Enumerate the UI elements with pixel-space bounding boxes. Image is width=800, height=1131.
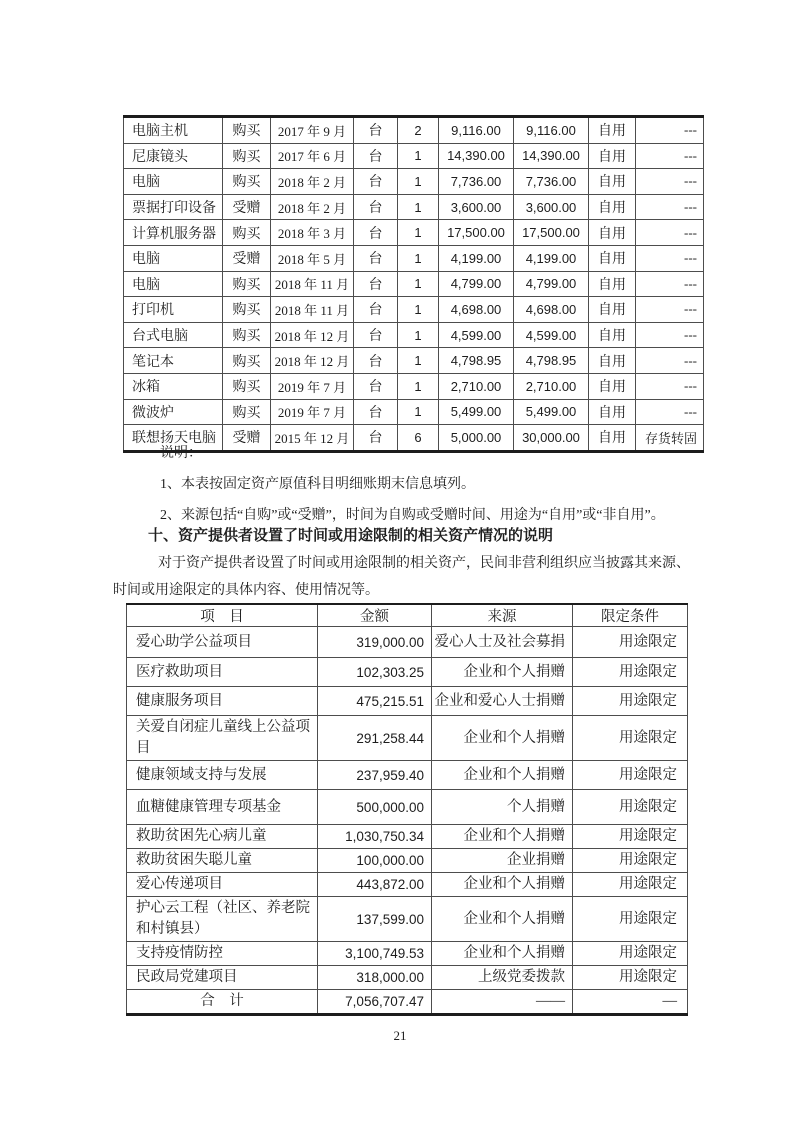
cell-project: 救助贫困失聪儿童 xyxy=(127,849,318,873)
table-row xyxy=(124,143,704,169)
column-header-condition: 限定条件 xyxy=(573,604,688,627)
cell-usage: 自用 xyxy=(589,245,636,271)
page-number: 21 xyxy=(393,1028,407,1043)
cell-amount: 319,000.00 xyxy=(318,627,432,658)
cell-unit-price: 4,199.00 xyxy=(439,245,514,271)
table-row xyxy=(127,687,688,716)
table-row xyxy=(124,245,704,271)
section-heading: 十、资产提供者设置了时间或用途限制的相关资产情况的说明 xyxy=(148,528,554,544)
table-row xyxy=(124,297,704,323)
cell-source: 爱心人士及社会募捐 xyxy=(432,627,573,658)
cell-asset-name: 电脑 xyxy=(124,271,223,297)
cell-note: --- xyxy=(636,322,704,348)
column-header-project: 项 目 xyxy=(127,604,318,627)
cell-acquisition-method: 购买 xyxy=(223,297,271,323)
cell-acquisition-date: 2018 年 2 月 xyxy=(271,194,354,220)
notes-label: 说明： xyxy=(160,446,202,461)
cell-quantity: 1 xyxy=(398,143,439,169)
table-row xyxy=(124,322,704,348)
cell-project: 健康领域支持与发展 xyxy=(127,761,318,790)
cell-source: 企业和爱心人士捐赠 xyxy=(432,687,573,716)
cell-asset-name: 电脑 xyxy=(124,245,223,271)
cell-usage: 自用 xyxy=(589,322,636,348)
cell-condition: 用途限定 xyxy=(573,790,688,825)
table-row xyxy=(127,897,688,942)
note-item-2: 2、来源包括“自购”或“受赠”，时间为自购或受赠时间、用途为“自用”或“非自用”。 xyxy=(160,508,665,523)
cell-note: --- xyxy=(636,194,704,220)
cell-unit: 台 xyxy=(354,297,398,323)
cell-usage: 自用 xyxy=(589,373,636,399)
cell-amount: 443,872.00 xyxy=(318,873,432,897)
cell-acquisition-date: 2018 年 11 月 xyxy=(271,297,354,323)
cell-project: 关爱自闭症儿童线上公益项目 xyxy=(127,716,318,761)
paragraph-line-2: 时间或用途限定的具体内容、使用情况等。 xyxy=(113,583,379,598)
cell-total-value: 3,600.00 xyxy=(514,194,589,220)
cell-asset-name: 票据打印设备 xyxy=(124,194,223,220)
cell-source: 个人捐赠 xyxy=(432,790,573,825)
cell-project: 支持疫情防控 xyxy=(127,942,318,966)
cell-usage: 自用 xyxy=(589,220,636,246)
cell-total-value: 4,199.00 xyxy=(514,245,589,271)
cell-condition: 用途限定 xyxy=(573,849,688,873)
cell-amount: 102,303.25 xyxy=(318,658,432,687)
cell-note: --- xyxy=(636,220,704,246)
cell-quantity: 1 xyxy=(398,220,439,246)
fixed-assets-table xyxy=(123,115,704,453)
cell-asset-name: 台式电脑 xyxy=(124,322,223,348)
cell-project: 爱心传递项目 xyxy=(127,873,318,897)
cell-acquisition-date: 2018 年 2 月 xyxy=(271,169,354,195)
cell-usage: 自用 xyxy=(589,117,636,144)
total-row xyxy=(127,990,688,1015)
cell-acquisition-date: 2018 年 12 月 xyxy=(271,322,354,348)
cell-total-value: 2,710.00 xyxy=(514,373,589,399)
cell-unit: 台 xyxy=(354,348,398,374)
table-row xyxy=(124,117,704,144)
cell-total-source-dash: —— xyxy=(432,990,573,1015)
cell-acquisition-date: 2018 年 3 月 xyxy=(271,220,354,246)
cell-amount: 291,258.44 xyxy=(318,716,432,761)
cell-condition: 用途限定 xyxy=(573,658,688,687)
cell-source: 企业和个人捐赠 xyxy=(432,873,573,897)
cell-project: 爱心助学公益项目 xyxy=(127,627,318,658)
cell-acquisition-method: 购买 xyxy=(223,399,271,425)
cell-project: 救助贫困先心病儿童 xyxy=(127,825,318,849)
cell-unit: 台 xyxy=(354,117,398,144)
cell-project: 医疗救助项目 xyxy=(127,658,318,687)
cell-quantity: 1 xyxy=(398,271,439,297)
cell-usage: 自用 xyxy=(589,399,636,425)
cell-unit-price: 14,390.00 xyxy=(439,143,514,169)
cell-unit: 台 xyxy=(354,399,398,425)
cell-condition: 用途限定 xyxy=(573,825,688,849)
cell-total-value: 17,500.00 xyxy=(514,220,589,246)
cell-amount: 237,959.40 xyxy=(318,761,432,790)
cell-quantity: 1 xyxy=(398,169,439,195)
cell-acquisition-date: 2019 年 7 月 xyxy=(271,399,354,425)
note-item-1: 1、本表按固定资产原值科目明细账期末信息填列。 xyxy=(160,477,475,492)
cell-project: 血糖健康管理专项基金 xyxy=(127,790,318,825)
cell-total-value: 30,000.00 xyxy=(514,425,589,452)
cell-acquisition-method: 购买 xyxy=(223,220,271,246)
cell-acquisition-date: 2017 年 6 月 xyxy=(271,143,354,169)
cell-acquisition-method: 购买 xyxy=(223,373,271,399)
table-row xyxy=(127,658,688,687)
cell-asset-name: 微波炉 xyxy=(124,399,223,425)
cell-quantity: 2 xyxy=(398,117,439,144)
table-row xyxy=(127,627,688,658)
table-row xyxy=(124,399,704,425)
cell-unit: 台 xyxy=(354,271,398,297)
cell-usage: 自用 xyxy=(589,271,636,297)
cell-usage: 自用 xyxy=(589,169,636,195)
cell-source: 企业捐赠 xyxy=(432,849,573,873)
cell-total-value: 4,798.95 xyxy=(514,348,589,374)
cell-acquisition-method: 购买 xyxy=(223,169,271,195)
cell-condition: 用途限定 xyxy=(573,966,688,990)
cell-condition: 用途限定 xyxy=(573,942,688,966)
cell-amount: 475,215.51 xyxy=(318,687,432,716)
cell-acquisition-date: 2018 年 5 月 xyxy=(271,245,354,271)
cell-unit: 台 xyxy=(354,425,398,452)
cell-quantity: 1 xyxy=(398,322,439,348)
cell-unit: 台 xyxy=(354,373,398,399)
table-row xyxy=(127,849,688,873)
cell-unit-price: 7,736.00 xyxy=(439,169,514,195)
cell-acquisition-method: 购买 xyxy=(223,348,271,374)
cell-source: 企业和个人捐赠 xyxy=(432,716,573,761)
table-row xyxy=(124,348,704,374)
cell-asset-name: 尼康镜头 xyxy=(124,143,223,169)
cell-unit-price: 4,599.00 xyxy=(439,322,514,348)
cell-project: 护心云工程（社区、养老院和村镇县） xyxy=(127,897,318,942)
table-row xyxy=(127,790,688,825)
cell-acquisition-date: 2018 年 11 月 xyxy=(271,271,354,297)
cell-acquisition-date: 2015 年 12 月 xyxy=(271,425,354,452)
table-row xyxy=(127,761,688,790)
cell-quantity: 6 xyxy=(398,425,439,452)
cell-acquisition-date: 2018 年 12 月 xyxy=(271,348,354,374)
cell-asset-name: 电脑 xyxy=(124,169,223,195)
table-row xyxy=(124,194,704,220)
cell-amount: 137,599.00 xyxy=(318,897,432,942)
cell-condition: 用途限定 xyxy=(573,897,688,942)
cell-total-value: 9,116.00 xyxy=(514,117,589,144)
cell-total-amount: 7,056,707.47 xyxy=(318,990,432,1015)
cell-acquisition-method: 购买 xyxy=(223,271,271,297)
cell-asset-name: 打印机 xyxy=(124,297,223,323)
cell-acquisition-date: 2019 年 7 月 xyxy=(271,373,354,399)
cell-unit: 台 xyxy=(354,220,398,246)
cell-acquisition-method: 受赠 xyxy=(223,194,271,220)
cell-source: 企业和个人捐赠 xyxy=(432,825,573,849)
cell-unit-price: 5,499.00 xyxy=(439,399,514,425)
cell-condition: 用途限定 xyxy=(573,687,688,716)
cell-asset-name: 电脑主机 xyxy=(124,117,223,144)
cell-source: 企业和个人捐赠 xyxy=(432,897,573,942)
cell-amount: 3,100,749.53 xyxy=(318,942,432,966)
cell-total-value: 4,698.00 xyxy=(514,297,589,323)
cell-unit: 台 xyxy=(354,245,398,271)
cell-unit: 台 xyxy=(354,143,398,169)
cell-usage: 自用 xyxy=(589,143,636,169)
cell-asset-name: 笔记本 xyxy=(124,348,223,374)
cell-total-value: 5,499.00 xyxy=(514,399,589,425)
cell-note: --- xyxy=(636,245,704,271)
cell-source: 上级党委拨款 xyxy=(432,966,573,990)
cell-usage: 自用 xyxy=(589,348,636,374)
table-row xyxy=(124,169,704,195)
cell-quantity: 1 xyxy=(398,194,439,220)
cell-acquisition-method: 购买 xyxy=(223,322,271,348)
cell-usage: 自用 xyxy=(589,297,636,323)
cell-asset-name: 冰箱 xyxy=(124,373,223,399)
cell-condition: 用途限定 xyxy=(573,873,688,897)
table-row xyxy=(124,271,704,297)
cell-quantity: 1 xyxy=(398,297,439,323)
cell-unit-price: 2,710.00 xyxy=(439,373,514,399)
cell-total-label: 合 计 xyxy=(127,990,318,1015)
cell-note: 存货转固 xyxy=(636,425,704,452)
cell-quantity: 1 xyxy=(398,245,439,271)
cell-unit: 台 xyxy=(354,322,398,348)
cell-amount: 1,030,750.34 xyxy=(318,825,432,849)
cell-usage: 自用 xyxy=(589,194,636,220)
cell-usage: 自用 xyxy=(589,425,636,452)
cell-asset-name: 计算机服务器 xyxy=(124,220,223,246)
cell-unit-price: 5,000.00 xyxy=(439,425,514,452)
table-row xyxy=(124,220,704,246)
cell-asset-name: 联想扬天电脑 xyxy=(124,425,223,452)
cell-amount: 500,000.00 xyxy=(318,790,432,825)
cell-acquisition-method: 购买 xyxy=(223,143,271,169)
cell-project: 健康服务项目 xyxy=(127,687,318,716)
cell-total-value: 4,799.00 xyxy=(514,271,589,297)
cell-source: 企业和个人捐赠 xyxy=(432,658,573,687)
cell-total-value: 4,599.00 xyxy=(514,322,589,348)
table-row xyxy=(127,942,688,966)
cell-total-value: 14,390.00 xyxy=(514,143,589,169)
cell-note: --- xyxy=(636,373,704,399)
cell-note: --- xyxy=(636,169,704,195)
column-header-source: 来源 xyxy=(432,604,573,627)
cell-amount: 100,000.00 xyxy=(318,849,432,873)
table-row xyxy=(124,373,704,399)
cell-note: --- xyxy=(636,399,704,425)
cell-total-value: 7,736.00 xyxy=(514,169,589,195)
table-row xyxy=(127,825,688,849)
cell-source: 企业和个人捐赠 xyxy=(432,761,573,790)
cell-unit-price: 4,698.00 xyxy=(439,297,514,323)
cell-note: --- xyxy=(636,271,704,297)
cell-quantity: 1 xyxy=(398,373,439,399)
cell-amount: 318,000.00 xyxy=(318,966,432,990)
cell-unit: 台 xyxy=(354,194,398,220)
restricted-assets-table xyxy=(126,603,688,1016)
cell-condition: 用途限定 xyxy=(573,716,688,761)
column-header-amount: 金额 xyxy=(318,604,432,627)
cell-condition: 用途限定 xyxy=(573,627,688,658)
cell-source: 企业和个人捐赠 xyxy=(432,942,573,966)
table-row xyxy=(127,716,688,761)
cell-quantity: 1 xyxy=(398,399,439,425)
cell-project: 民政局党建项目 xyxy=(127,966,318,990)
cell-condition: 用途限定 xyxy=(573,761,688,790)
cell-note: --- xyxy=(636,117,704,144)
table-row xyxy=(127,873,688,897)
cell-unit: 台 xyxy=(354,169,398,195)
cell-unit-price: 3,600.00 xyxy=(439,194,514,220)
cell-unit-price: 17,500.00 xyxy=(439,220,514,246)
table-row xyxy=(127,966,688,990)
cell-acquisition-date: 2017 年 9 月 xyxy=(271,117,354,144)
cell-total-condition-dash: — xyxy=(573,990,688,1015)
cell-quantity: 1 xyxy=(398,348,439,374)
cell-unit-price: 4,798.95 xyxy=(439,348,514,374)
table-header-row xyxy=(127,604,688,627)
cell-note: --- xyxy=(636,348,704,374)
paragraph-line-1: 对于资产提供者设置了时间或用途限制的相关资产，民间非营利组织应当披露其来源、 xyxy=(158,556,690,571)
cell-unit-price: 9,116.00 xyxy=(439,117,514,144)
cell-acquisition-method: 购买 xyxy=(223,117,271,144)
cell-acquisition-method: 受赠 xyxy=(223,425,271,452)
cell-note: --- xyxy=(636,297,704,323)
cell-unit-price: 4,799.00 xyxy=(439,271,514,297)
cell-acquisition-method: 受赠 xyxy=(223,245,271,271)
table-row xyxy=(124,425,704,452)
cell-note: --- xyxy=(636,143,704,169)
